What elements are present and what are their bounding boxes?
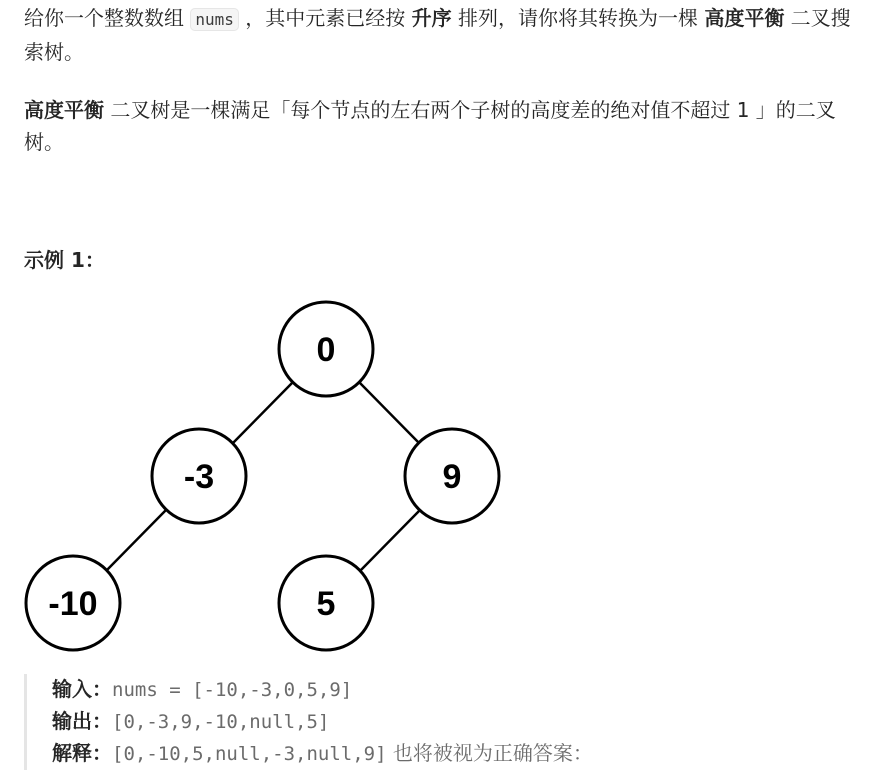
tree-edge (105, 510, 166, 572)
tree-node-label: 9 (442, 458, 462, 496)
example-title: 示例 1： (24, 248, 105, 272)
output-label: 输出： (52, 709, 112, 733)
example-input-line (52, 674, 876, 706)
tree-edge (232, 382, 293, 444)
problem-paragraph-2 (24, 94, 870, 158)
bold-ascending: 升序 (411, 6, 452, 30)
bold-height-balanced: 高度平衡 (704, 6, 785, 30)
inline-code-nums: nums (190, 8, 239, 31)
problem-paragraph-1 (24, 2, 870, 68)
text-segment: 排列，请你将其转换为一棵 (451, 6, 705, 30)
example-explain-line (52, 738, 876, 770)
tree-edge (359, 382, 420, 444)
explain-label: 解释： (52, 741, 112, 765)
input-label: 输入： (52, 677, 112, 701)
text-segment: 二叉搜索树。 (24, 6, 851, 64)
tree-node-label: -10 (48, 585, 98, 623)
tree-svg (24, 298, 504, 654)
explain-note: 也将被视为正确答案： (386, 741, 593, 765)
text-segment: ，其中元素已经按 (238, 6, 412, 30)
input-value: nums = [-10,-3,0,5,9] (112, 679, 353, 701)
example-io-block (24, 674, 876, 770)
example-output-line (52, 706, 876, 738)
output-value: [0,-3,9,-10,null,5] (112, 711, 330, 733)
tree-edge (359, 510, 420, 572)
text-segment: 二叉树是一棵满足「每个节点的左右两个子树的高度差的绝对值不超过 1 」的二叉树。 (24, 98, 836, 154)
tree-node-label: 0 (316, 331, 336, 369)
tree-node-label: -3 (183, 458, 215, 496)
explain-value: [0,-10,5,null,-3,null,9] (112, 743, 387, 765)
text-segment: 给你一个整数数组 (24, 6, 191, 30)
tree-node-label: 5 (316, 585, 336, 623)
bold-height-balanced: 高度平衡 (24, 98, 104, 122)
example-tree-diagram (24, 298, 504, 654)
